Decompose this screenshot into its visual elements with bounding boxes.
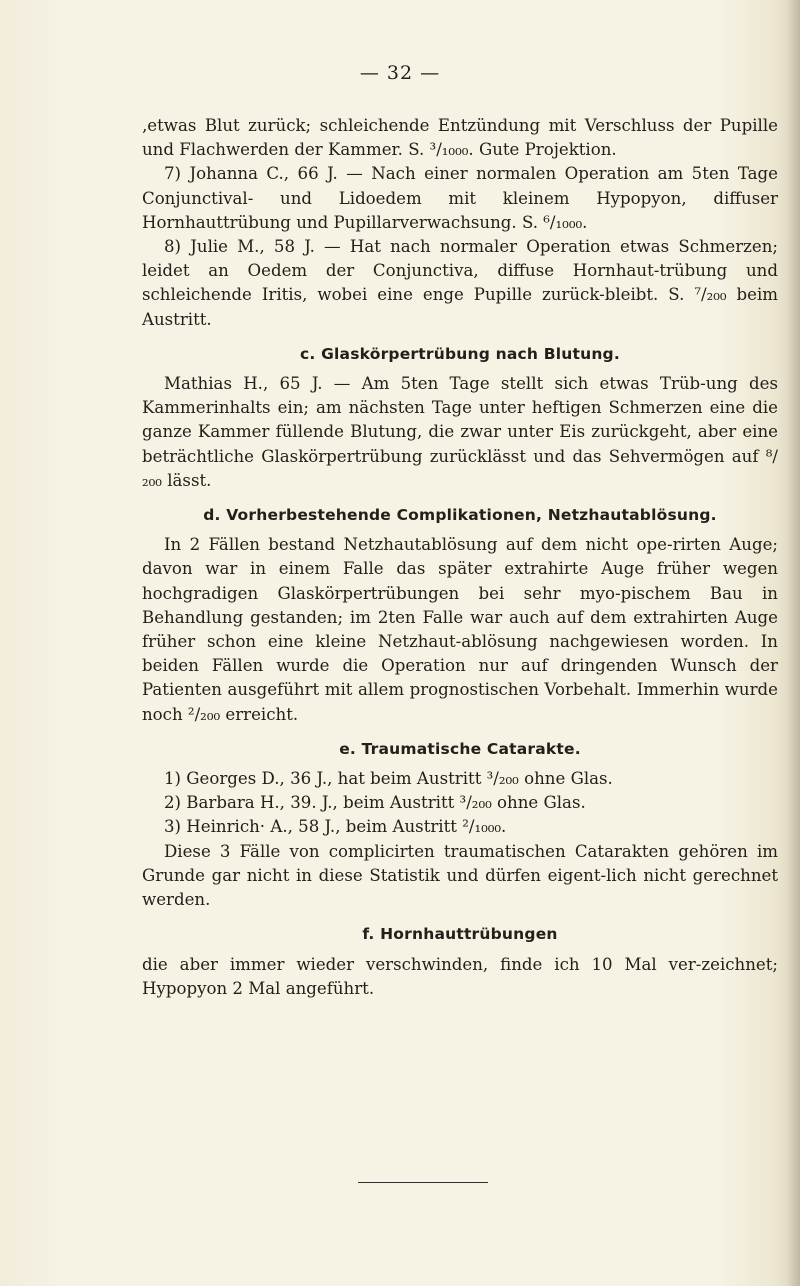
paragraph-continuation: ‚etwas Blut zurück; schleichende Entzündung mit Verschluss der Pupille und Flachwerden der Kammer. S. ³/₁₀₀₀. Gute Projektion.: [142, 116, 778, 160]
section-heading-e: e. Traumatische Catarakte.: [339, 739, 581, 758]
trauma-summary-paragraph: Diese 3 Fälle von complicirten traumatischen Catarakten gehören im Grunde gar nicht in diese Statistik und dürfen eigent-lich nicht gerechnet werden.: [142, 841, 778, 910]
case-mathias-paragraph: Mathias H., 65 J. — Am 5ten Tage stellt sich etwas Trüb-ung des Kammerinhalts ein; am nächsten Tage unter heftigen Schmerzen eine die ganze Kammer füllende Blutung, die zwar unter Eis zurückgeht, aber eine beträchtliche Glaskörpertrübung zurücklässt und das Sehvermögen auf ⁸/₂₀₀ lässt.: [142, 374, 778, 490]
section-heading-c: c. Glaskörpertrübung nach Blutung.: [300, 344, 620, 363]
end-rule-divider: [358, 1182, 488, 1183]
trauma-case-2: 2) Barbara H., 39. J., beim Austritt ³/₂₀₀ ohne Glas.: [164, 793, 586, 813]
section-heading-f: f. Hornhauttrübungen: [362, 925, 558, 944]
page-number: — 32 —: [359, 62, 441, 84]
case-8-paragraph: 8) Julie M., 58 J. — Hat nach normaler Operation etwas Schmerzen; leidet an Oedem der Conjunctiva, diffuse Hornhaut-trübung und schleichende Iritis, wobei eine enge Pupille zurück-bleibt. S. ⁷/₂₀₀ beim Austritt.: [142, 237, 778, 329]
retinal-detachment-paragraph: In 2 Fällen bestand Netzhautablösung auf dem nicht ope-rirten Auge; davon war in einem Falle das später extrahirte Auge früher wegen hochgradigen Glaskörpertrübungen bei sehr myo-pischem Bau in Behandlung gestanden; im 2ten Falle war auch auf dem extrahirten Auge früher schon eine kleine Netzhaut-ablösung nachgewiesen worden. In beiden Fällen wurde die Operation nur auf dringenden Wunsch der Patienten ausgeführt mit allem prognostischen Vorbehalt. Immerhin wurde noch ²/₂₀₀ erreicht.: [142, 535, 778, 724]
body-text: [142, 114, 778, 1001]
case-7-paragraph: 7) Johanna C., 66 J. — Nach einer normalen Operation am 5ten Tage Conjunctival- und Lidoedem mit kleinem Hypopyon, diffuser Hornhauttrübung und Pupillarverwachsung. S. ⁶/₁₀₀₀.: [142, 164, 778, 232]
page-edge-shadow: [786, 0, 800, 1286]
trauma-case-3: 3) Heinrich· A., 58 J., beim Austritt ²/₁₀₀₀.: [164, 817, 507, 837]
trauma-case-1: 1) Georges D., 36 J., hat beim Austritt ³/₂₀₀ ohne Glas.: [164, 769, 613, 789]
corneal-opacity-paragraph: die aber immer wieder verschwinden, finde ich 10 Mal ver-zeichnet; Hypopyon 2 Mal angeführt.: [142, 954, 778, 998]
section-heading-d: d. Vorherbestehende Complikationen, Netzhautablösung.: [203, 506, 717, 525]
